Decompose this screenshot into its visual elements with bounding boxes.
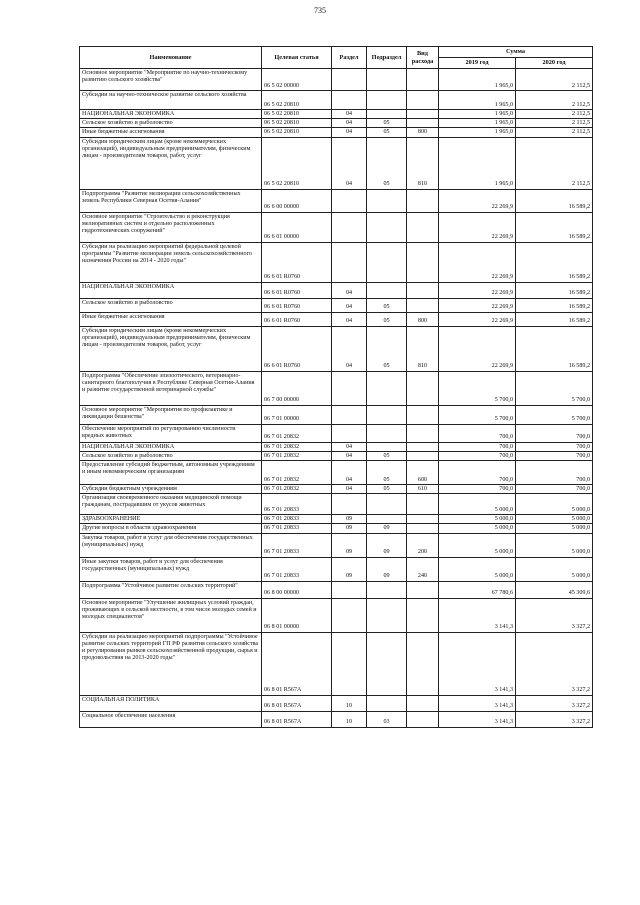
cell-section: 10 [332,711,367,727]
cell-subsection [367,695,407,711]
cell-name: Подпрограмма "Обеспечение эпизоотического, ветеринарно-санитарного благополучия в Республике Северная Осетия-Алания и развитие государственной ветеринарной службы" [80,371,262,405]
cell-target-article: 06 6 01 R0760 [262,282,332,298]
cell-expense-type [407,91,439,110]
cell-2020: 700,0 [516,451,593,460]
cell-2019: 22 269,9 [439,189,516,212]
cell-2019: 5 000,0 [439,557,516,581]
cell-expense-type [407,515,439,524]
cell-name: Основное мероприятие "Мероприятие по научно-техническому развитию сельского хозяйства" [80,69,262,91]
cell-2020: 16 589,2 [516,298,593,312]
cell-2020: 5 000,0 [516,533,593,557]
page-number: 735 [314,6,326,15]
cell-name: Сельское хозяйство и рыболовство [80,451,262,460]
cell-expense-type [407,282,439,298]
table-row [80,524,593,533]
cell-target-article: 06 7 01 00000 [262,405,332,424]
cell-expense-type [407,711,439,727]
table-row [80,242,593,282]
cell-subsection [367,242,407,282]
cell-expense-type [407,451,439,460]
cell-target-article: 06 8 00 00000 [262,581,332,598]
cell-target-article: 06 7 01 20832 [262,485,332,494]
cell-subsection [367,405,407,424]
cell-name: Сельское хозяйство и рыболовство [80,298,262,312]
header-section: Раздел [332,47,367,69]
table-row [80,91,593,110]
cell-2019: 22 269,9 [439,312,516,326]
cell-2020: 5 700,0 [516,405,593,424]
table-row [80,485,593,494]
cell-2019: 1 965,0 [439,69,516,91]
cell-subsection: 05 [367,326,407,371]
cell-expense-type [407,69,439,91]
cell-target-article: 06 7 01 20833 [262,524,332,533]
header-year-2020: 2020 год [516,58,593,69]
cell-expense-type [407,581,439,598]
cell-subsection [367,69,407,91]
cell-section: 04 [332,451,367,460]
cell-expense-type: 600 [407,461,439,485]
cell-target-article: 06 7 01 20833 [262,494,332,515]
header-target-article: Целевая статья [262,47,332,69]
cell-name: Предоставление субсидий бюджетным, автономным учреждениям и иным некоммерческим организациям [80,461,262,485]
cell-2019: 1 965,0 [439,128,516,137]
cell-target-article: 06 6 01 R0760 [262,312,332,326]
cell-subsection [367,494,407,515]
cell-subsection [367,581,407,598]
header-subsection: Подраздел [367,47,407,69]
cell-2019: 1 965,0 [439,110,516,119]
cell-subsection: 09 [367,524,407,533]
table-row [80,494,593,515]
table-row [80,581,593,598]
cell-target-article: 06 6 01 R0760 [262,242,332,282]
cell-target-article: 06 5 02 20810 [262,110,332,119]
cell-subsection [367,110,407,119]
cell-2019: 3 141,3 [439,695,516,711]
cell-expense-type [407,242,439,282]
cell-name: Обеспечение мероприятий по регулированию численности вредных животных [80,424,262,442]
cell-2019: 1 965,0 [439,119,516,128]
cell-2019: 22 269,9 [439,212,516,242]
cell-2019: 22 269,9 [439,298,516,312]
cell-target-article: 06 7 01 20833 [262,533,332,557]
header-expense-type: Вид расхода [407,47,439,69]
cell-section: 09 [332,524,367,533]
cell-target-article: 06 5 02 20810 [262,128,332,137]
cell-target-article: 06 7 01 20833 [262,557,332,581]
cell-target-article: 06 8 01 R567A [262,711,332,727]
cell-expense-type: 610 [407,485,439,494]
cell-2020: 700,0 [516,485,593,494]
cell-2019: 1 965,0 [439,91,516,110]
cell-name: Другие вопросы в области здравоохранения [80,524,262,533]
cell-expense-type [407,119,439,128]
table-body [80,69,593,728]
cell-2020: 5 000,0 [516,557,593,581]
cell-name: Подпрограмма "Устойчивое развитие сельских территорий" [80,581,262,598]
cell-target-article: 06 6 01 R0760 [262,298,332,312]
cell-target-article: 06 7 01 20832 [262,442,332,451]
cell-2019: 5 700,0 [439,405,516,424]
cell-name: Закупка товаров, работ и услуг для обеспечения государственных (муниципальных) нужд [80,533,262,557]
table-row [80,711,593,727]
header-sum: Сумма [439,47,593,58]
cell-section: 04 [332,326,367,371]
cell-2019: 700,0 [439,451,516,460]
cell-2020: 3 327,2 [516,632,593,695]
table-row [80,371,593,405]
cell-expense-type [407,424,439,442]
cell-2019: 3 141,3 [439,711,516,727]
table-row [80,451,593,460]
cell-target-article: 06 5 02 20810 [262,137,332,189]
cell-section [332,212,367,242]
cell-2020: 16 589,2 [516,189,593,212]
cell-section: 04 [332,110,367,119]
cell-subsection [367,282,407,298]
table-row [80,598,593,632]
cell-2019: 22 269,9 [439,326,516,371]
cell-section: 04 [332,461,367,485]
cell-expense-type: 810 [407,326,439,371]
cell-expense-type [407,371,439,405]
cell-subsection: 05 [367,119,407,128]
cell-expense-type [407,212,439,242]
cell-expense-type [407,298,439,312]
cell-expense-type [407,524,439,533]
cell-2019: 700,0 [439,442,516,451]
cell-2020: 2 112,5 [516,110,593,119]
cell-2020: 3 327,2 [516,711,593,727]
cell-2019: 22 269,9 [439,242,516,282]
cell-section: 04 [332,119,367,128]
cell-section: 04 [332,282,367,298]
cell-section [332,69,367,91]
cell-subsection: 05 [367,312,407,326]
cell-2020: 16 589,2 [516,212,593,242]
cell-expense-type [407,632,439,695]
cell-expense-type [407,598,439,632]
cell-subsection [367,632,407,695]
cell-expense-type: 800 [407,128,439,137]
cell-subsection: 05 [367,485,407,494]
table-row [80,137,593,189]
cell-name: Сельское хозяйство и рыболовство [80,119,262,128]
cell-2019: 700,0 [439,485,516,494]
cell-target-article: 06 6 00 00000 [262,189,332,212]
cell-section: 04 [332,128,367,137]
cell-name: Субсидии на реализацию мероприятий федеральной целевой программы "Развитие мелиорации земель сельскохозяйственного назначения России на 2014 - 2020 годы" [80,242,262,282]
cell-2019: 5 700,0 [439,371,516,405]
table-row [80,128,593,137]
cell-name: Иные закупки товаров, работ и услуг для обеспечения государственных (муниципальных) нужд [80,557,262,581]
table-row [80,69,593,91]
table-row [80,533,593,557]
cell-section [332,494,367,515]
table-row [80,110,593,119]
cell-subsection [367,212,407,242]
cell-2020: 16 589,2 [516,242,593,282]
cell-2019: 3 141,3 [439,598,516,632]
cell-subsection [367,91,407,110]
header-year-2019: 2019 год [439,58,516,69]
cell-2019: 67 780,6 [439,581,516,598]
cell-section: 04 [332,298,367,312]
cell-2020: 2 112,5 [516,137,593,189]
cell-target-article: 06 7 01 20832 [262,451,332,460]
cell-2019: 5 000,0 [439,494,516,515]
cell-name: Основное мероприятие "Мероприятия по профилактике и ликвидации бешенства" [80,405,262,424]
cell-section [332,598,367,632]
table-row [80,298,593,312]
cell-2019: 5 000,0 [439,524,516,533]
cell-name: Основное мероприятие "Улучшение жилищных условий граждан, проживающих в сельской местности, в том числе молодых семей и молодых специалистов" [80,598,262,632]
cell-name: СОЦИАЛЬНАЯ ПОЛИТИКА [80,695,262,711]
cell-target-article: 06 7 01 20832 [262,424,332,442]
table-row [80,282,593,298]
cell-section [332,91,367,110]
cell-target-article: 06 8 01 00000 [262,598,332,632]
cell-name: Организация своевременного оказания медицинской помощи гражданам, пострадавшим от укусов животных [80,494,262,515]
cell-2020: 2 112,5 [516,91,593,110]
table-row [80,212,593,242]
cell-section: 04 [332,137,367,189]
cell-expense-type [407,695,439,711]
cell-name: Субсидии юридическим лицам (кроме некоммерческих организаций), индивидуальным предпринимателям, физическим лицам - производителям товаров, работ, услуг [80,326,262,371]
cell-2020: 16 589,2 [516,312,593,326]
cell-2020: 700,0 [516,461,593,485]
cell-subsection: 09 [367,557,407,581]
cell-section [332,371,367,405]
cell-subsection: 05 [367,137,407,189]
cell-section [332,189,367,212]
cell-target-article: 06 8 01 R567A [262,632,332,695]
cell-2020: 16 589,2 [516,326,593,371]
cell-section [332,581,367,598]
budget-table [79,46,593,728]
cell-name: Субсидии бюджетным учреждениям [80,485,262,494]
cell-2019: 5 000,0 [439,533,516,557]
cell-section: 10 [332,695,367,711]
table-row [80,189,593,212]
table-row [80,632,593,695]
cell-name: Субсидии юридическим лицам (кроме некоммерческих организаций), индивидуальным предпринимателям, физическим лицам - производителям товаров, работ, услуг [80,137,262,189]
table-row [80,326,593,371]
cell-subsection [367,371,407,405]
cell-2020: 700,0 [516,442,593,451]
cell-2019: 5 000,0 [439,515,516,524]
cell-section: 04 [332,485,367,494]
cell-subsection [367,515,407,524]
cell-2019: 3 141,3 [439,632,516,695]
cell-section [332,405,367,424]
cell-expense-type [407,110,439,119]
cell-subsection [367,189,407,212]
cell-name: Иные бюджетные ассигнования [80,312,262,326]
cell-name: Субсидии на научно-техническое развитие сельского хозяйства [80,91,262,110]
cell-section: 09 [332,557,367,581]
cell-target-article: 06 5 02 00000 [262,69,332,91]
cell-target-article: 06 6 01 R0760 [262,326,332,371]
cell-section: 09 [332,515,367,524]
cell-name: НАЦИОНАЛЬНАЯ ЭКОНОМИКА [80,110,262,119]
cell-target-article: 06 5 02 20810 [262,91,332,110]
cell-2020: 2 112,5 [516,128,593,137]
cell-subsection: 05 [367,451,407,460]
table-row [80,695,593,711]
cell-section [332,424,367,442]
table-row [80,119,593,128]
cell-2020: 5 000,0 [516,524,593,533]
cell-expense-type: 800 [407,312,439,326]
cell-2020: 5 000,0 [516,515,593,524]
cell-name: НАЦИОНАЛЬНАЯ ЭКОНОМИКА [80,442,262,451]
cell-2020: 5 000,0 [516,494,593,515]
cell-subsection: 09 [367,533,407,557]
cell-2020: 2 112,5 [516,119,593,128]
cell-name: Основное мероприятие "Строительство и реконструкция мелиоративных систем и отдельно расположенных гидротехнических сооружений" [80,212,262,242]
cell-2020: 45 309,6 [516,581,593,598]
cell-subsection [367,424,407,442]
table-row [80,405,593,424]
cell-target-article: 06 5 02 20810 [262,119,332,128]
cell-target-article: 06 7 01 20833 [262,515,332,524]
cell-subsection: 05 [367,461,407,485]
cell-section: 04 [332,312,367,326]
cell-section: 09 [332,533,367,557]
table-row [80,424,593,442]
cell-2020: 16 589,2 [516,282,593,298]
cell-name: Подпрограмма "Развитие мелиорации сельскохозяйственных земель Республики Северная Осетия-Алания" [80,189,262,212]
cell-expense-type [407,405,439,424]
cell-2019: 700,0 [439,424,516,442]
cell-section: 04 [332,442,367,451]
cell-name: НАЦИОНАЛЬНАЯ ЭКОНОМИКА [80,282,262,298]
cell-subsection: 05 [367,298,407,312]
cell-expense-type: 200 [407,533,439,557]
cell-2020: 3 327,2 [516,695,593,711]
cell-name: Социальное обеспечение населения [80,711,262,727]
cell-expense-type [407,189,439,212]
table-row [80,442,593,451]
cell-expense-type: 240 [407,557,439,581]
cell-section [332,242,367,282]
cell-subsection: 05 [367,128,407,137]
cell-name: ЗДРАВООХРАНЕНИЕ [80,515,262,524]
cell-2019: 700,0 [439,461,516,485]
cell-name: Иные бюджетные ассигнования [80,128,262,137]
cell-2019: 1 965,0 [439,137,516,189]
cell-expense-type: 810 [407,137,439,189]
cell-expense-type [407,494,439,515]
cell-2020: 5 700,0 [516,371,593,405]
cell-name: Субсидии на реализацию мероприятий подпрограммы "Устойчивое развитие сельских территорий ГП РФ развития сельского хозяйства и регулирования рынков сельскохозяйственной продукции, сырья и продовольствия на 2013-2020 годы" [80,632,262,695]
cell-target-article: 06 6 01 00000 [262,212,332,242]
cell-2020: 700,0 [516,424,593,442]
cell-target-article: 06 7 01 20832 [262,461,332,485]
header-name: Наименование [80,47,262,69]
cell-section [332,632,367,695]
cell-subsection [367,598,407,632]
cell-subsection [367,442,407,451]
table-row [80,557,593,581]
cell-target-article: 06 8 01 R567A [262,695,332,711]
cell-subsection: 03 [367,711,407,727]
cell-expense-type [407,442,439,451]
cell-2019: 22 269,9 [439,282,516,298]
cell-2020: 3 327,2 [516,598,593,632]
cell-2020: 2 112,5 [516,69,593,91]
table-row [80,312,593,326]
cell-target-article: 06 7 00 00000 [262,371,332,405]
table-row [80,515,593,524]
table-row [80,461,593,485]
